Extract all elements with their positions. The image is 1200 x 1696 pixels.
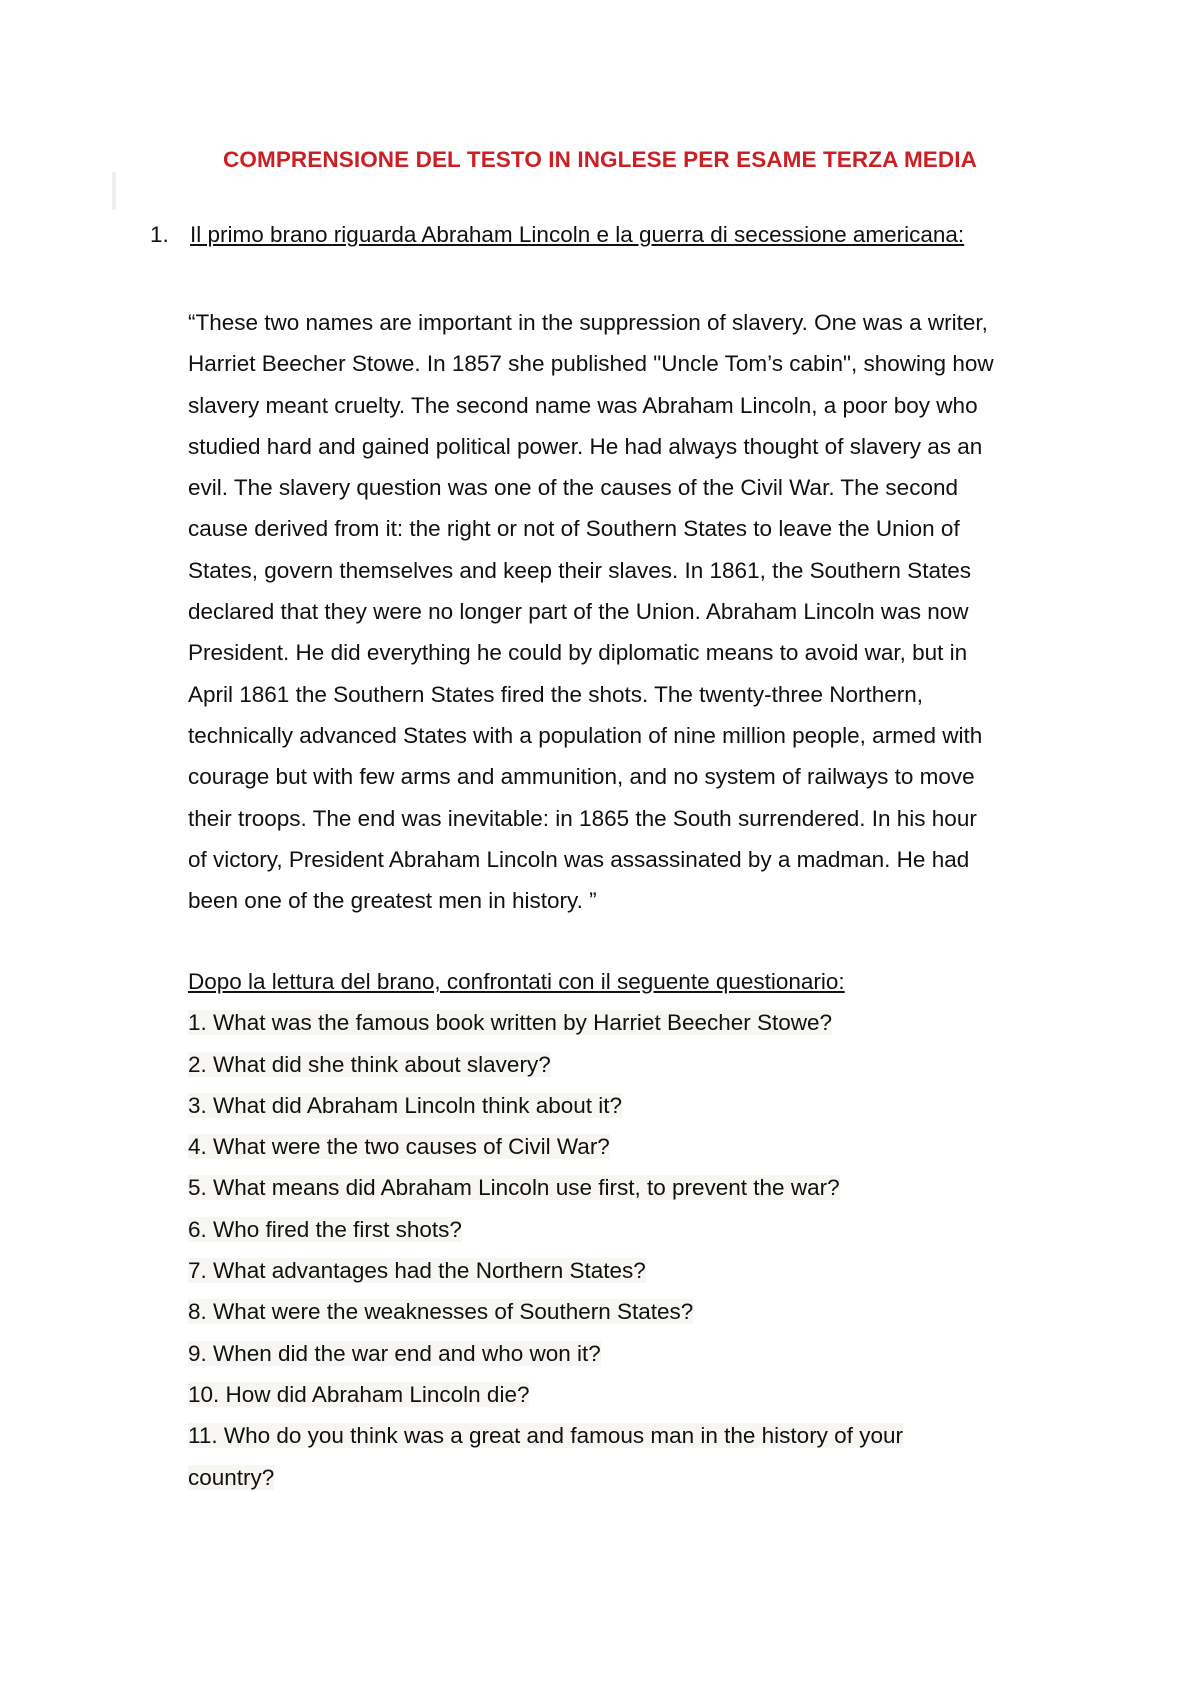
- document-title: COMPRENSIONE DEL TESTO IN INGLESE PER ESAME TERZA MEDIA: [223, 147, 977, 172]
- question-text: country?: [188, 1464, 275, 1490]
- question-item: [188, 1457, 1103, 1498]
- question-text: 3. What did Abraham Lincoln think about it?: [188, 1092, 623, 1118]
- question-text: 5. What means did Abraham Lincoln use first, to prevent the war?: [188, 1175, 840, 1201]
- question-item: [188, 1250, 1103, 1291]
- passage-line: declared that they were no longer part of the Union. Abraham Lincoln was now: [188, 599, 969, 625]
- question-text: 2. What did she think about slavery?: [188, 1051, 551, 1077]
- question-item: [188, 1044, 1103, 1085]
- question-text: 6. Who fired the first shots?: [188, 1216, 462, 1242]
- passage-line: of victory, President Abraham Lincoln was assassinated by a madman. He had: [188, 846, 970, 872]
- question-text: 10. How did Abraham Lincoln die?: [188, 1381, 530, 1407]
- passage-line: slavery meant cruelty. The second name was Abraham Lincoln, a poor boy who: [188, 392, 978, 418]
- question-item: [188, 1167, 1103, 1208]
- question-list: [188, 1002, 1103, 1498]
- passage-line: States, govern themselves and keep their slaves. In 1861, the Southern States: [188, 557, 971, 583]
- passage-line: President. He did everything he could by diplomatic means to avoid war, but in: [188, 640, 968, 666]
- question-item: [188, 1415, 1103, 1456]
- question-item: [188, 1085, 1103, 1126]
- passage-line: been one of the greatest men in history. ”: [188, 888, 597, 914]
- question-item: [188, 1209, 1103, 1250]
- passage-line: Harriet Beecher Stowe. In 1857 she published "Uncle Tom’s cabin", showing how: [188, 351, 994, 377]
- question-item: [188, 1291, 1103, 1332]
- question-item: [188, 1002, 1103, 1043]
- question-item: [188, 1374, 1103, 1415]
- passage-line: technically advanced States with a population of nine million people, armed with: [188, 722, 983, 748]
- passage-line: April 1861 the Southern States fired the shots. The twenty-three Northern,: [188, 681, 923, 707]
- passage-line: courage but with few arms and ammunition, and no system of railways to move: [188, 764, 975, 790]
- question-text: 4. What were the two causes of Civil War?: [188, 1134, 610, 1160]
- question-text: 7. What advantages had the Northern States?: [188, 1258, 646, 1284]
- question-item: [188, 1126, 1103, 1167]
- section-number: 1.: [150, 222, 169, 247]
- section-heading: [150, 222, 964, 248]
- section-heading-text: Il primo brano riguarda Abraham Lincoln e la guerra di secessione americana:: [190, 222, 965, 247]
- question-text: 1. What was the famous book written by Harriet Beecher Stowe?: [188, 1010, 833, 1036]
- questionnaire-heading: Dopo la lettura del brano, confrontati con il seguente questionario:: [188, 969, 845, 994]
- margin-mark: [112, 172, 116, 210]
- question-item: [188, 1333, 1103, 1374]
- passage-line: studied hard and gained political power. He had always thought of slavery as an: [188, 433, 983, 459]
- questionnaire: [188, 961, 1103, 1498]
- passage-line: their troops. The end was inevitable: in 1865 the South surrendered. In his hour: [188, 805, 977, 831]
- question-text: 9. When did the war end and who won it?: [188, 1340, 601, 1366]
- question-text: 8. What were the weaknesses of Southern States?: [188, 1299, 694, 1325]
- reading-passage: [188, 302, 1103, 921]
- passage-line: “These two names are important in the suppression of slavery. One was a writer,: [188, 310, 988, 335]
- passage-line: evil. The slavery question was one of the causes of the Civil War. The second: [188, 475, 958, 501]
- passage-line: cause derived from it: the right or not of Southern States to leave the Union of: [188, 516, 960, 542]
- question-text: 11. Who do you think was a great and famous man in the history of your: [188, 1423, 903, 1449]
